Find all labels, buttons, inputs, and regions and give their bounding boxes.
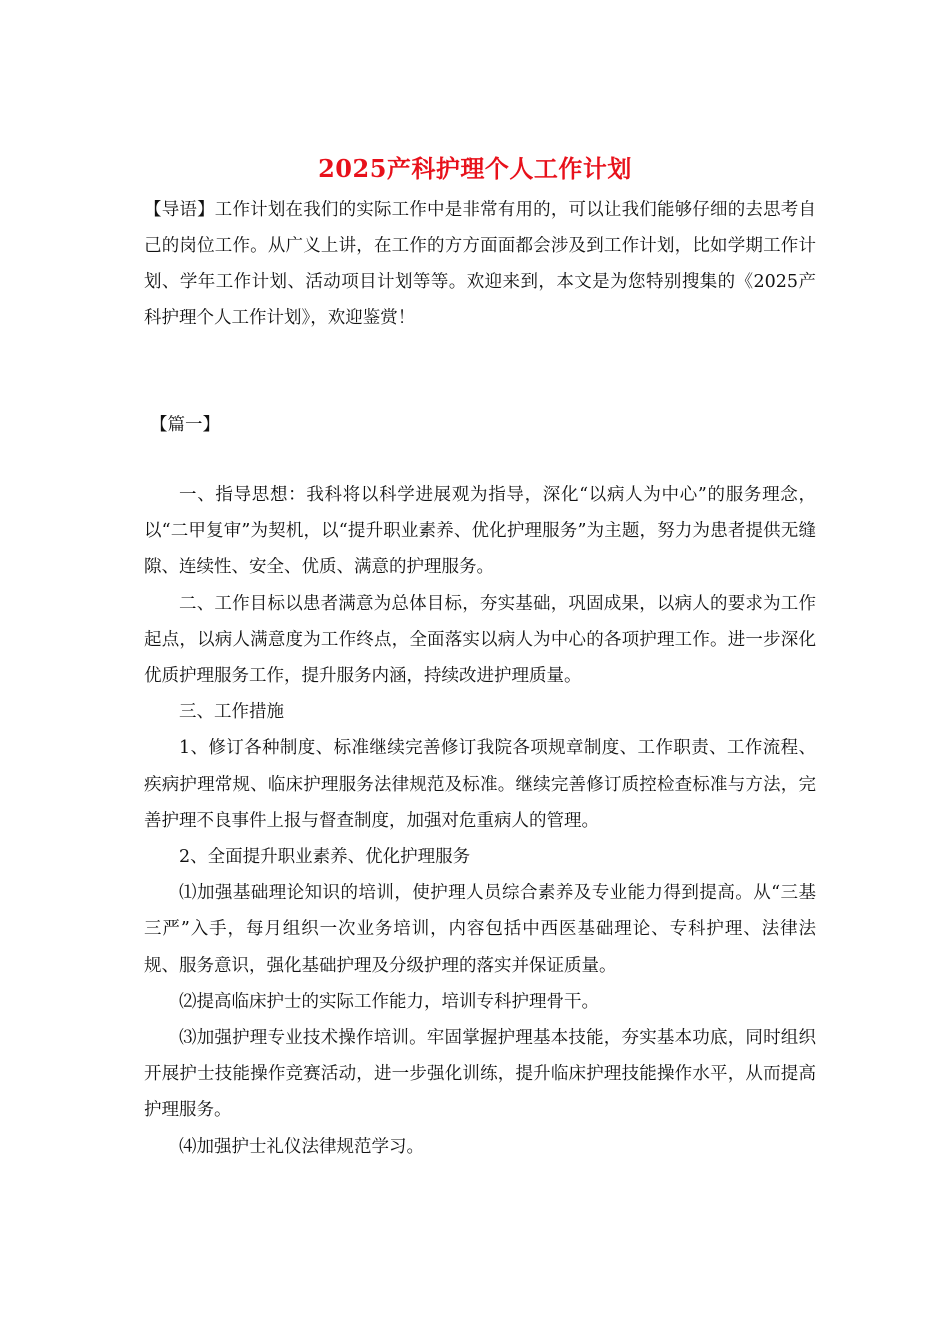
paragraph-item-1: ⑴加强基础理论知识的培训，使护理人员综合素养及专业能力得到提高。从“三基三严”入手，每月组织一次业务培训，内容包括中西医基础理论、专科护理、法律法规、服务意识，强化基础护理及分级护理的落实并保证质量。 [144,883,816,976]
paragraph-guiding-ideology: 一、指导思想：我科将以科学进展观为指导，深化“以病人为中心”的服务理念，以“二甲复审”为契机，以“提升职业素养、优化护理服务”为主题，努力为患者提供无缝隙、连续性、安全、优质、满意的护理服务。 [144,485,816,578]
intro-paragraph: 【导语】工作计划在我们的实际工作中是非常有用的，可以让我们能够仔细的去思考自己的岗位工作。从广义上讲，在工作的方方面面都会涉及到工作计划，比如学期工作计划、学年工作计划、活动项目计划等等。欢迎来到，本文是为您特别搜集的《2025产科护理个人工作计划》，欢迎鉴赏！ [144,200,816,328]
body-text [144,477,816,1165]
paragraph-item-3: ⑶加强护理专业技术操作培训。牢固掌握护理基本技能，夯实基本功底，同时组织开展护士技能操作竞赛活动，进一步强化训练，提升临床护理技能操作水平，从而提高护理服务。 [144,1028,816,1121]
paragraph-item-4: ⑷加强护士礼仪法律规范学习。 [179,1136,424,1157]
section-heading: 【篇一】 [150,415,220,435]
paragraph-measure-1: 1、修订各种制度、标准继续完善修订我院各项规章制度、工作职责、工作流程、疾病护理常规、临床护理服务法律规范及标准。继续完善修订质控检查标准与方法，完善护理不良事件上报与督查制度，加强对危重病人的管理。 [144,738,816,831]
paragraph-item-2: ⑵提高临床护士的实际工作能力，培训专科护理骨干。 [179,991,599,1012]
paragraph-measure-2: 2、全面提升职业素养、优化护理服务 [179,847,471,868]
document-title: 2025产科护理个人工作计划 [318,154,632,183]
paragraph-work-measures-heading: 三、工作措施 [179,702,284,723]
paragraph-work-goals: 二、工作目标以患者满意为总体目标，夯实基础，巩固成果，以病人的要求为工作起点，以病人满意度为工作终点，全面落实以病人为中心的各项护理工作。进一步深化优质护理服务工作，提升服务内涵，持续改进护理质量。 [144,593,816,687]
